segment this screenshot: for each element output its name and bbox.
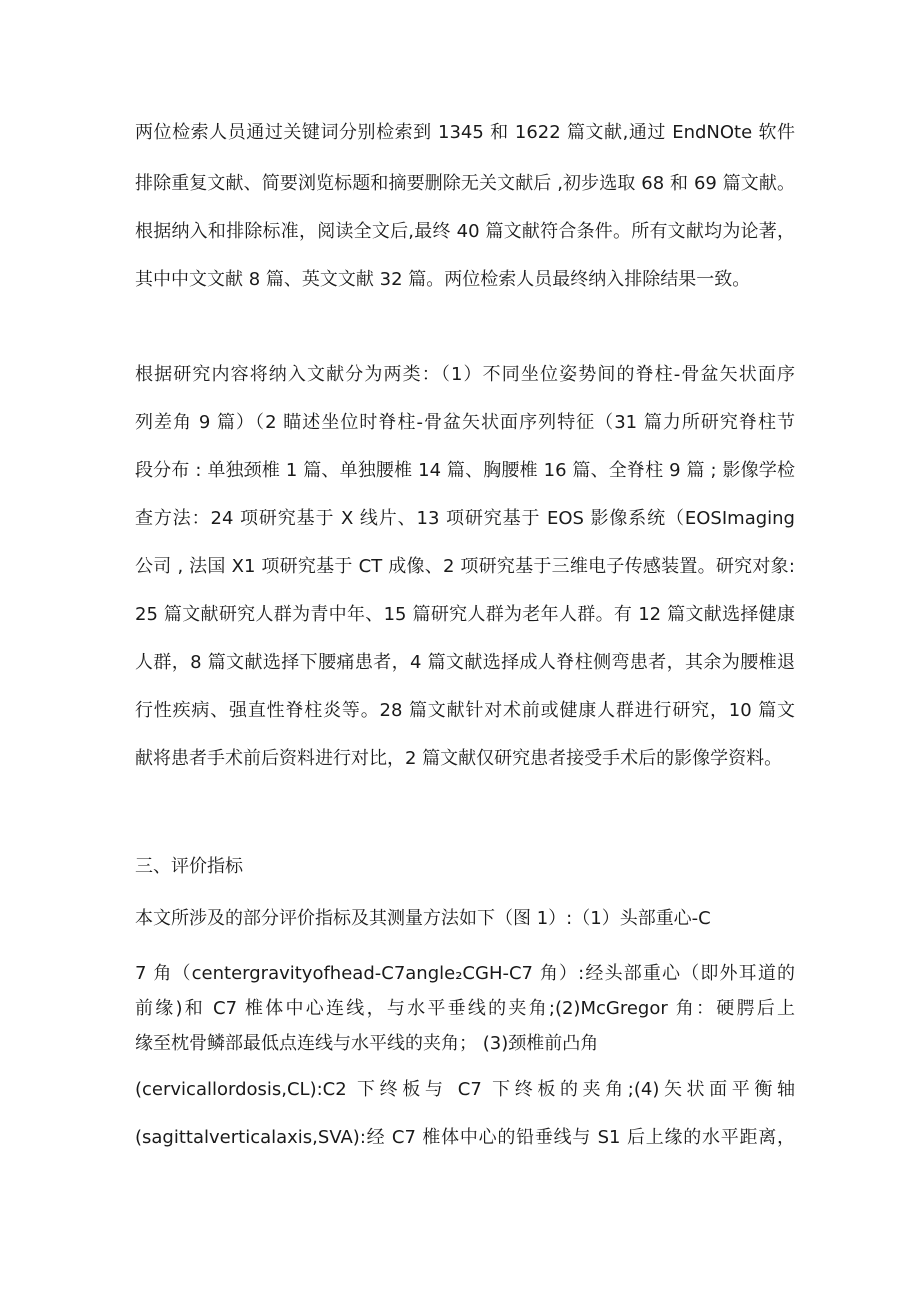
paragraph-2-line-6: 25 篇文献研究人群为青中年、15 篇研究人群为老年人群。有 12 篇文献选择健康: [135, 604, 795, 625]
paragraph-2-line-2: 列差角 9 篇）（2 瞄述坐位时脊柱-骨盆矢状面序列特征（31 篇力所研究脊柱节: [135, 412, 795, 433]
paragraph-3-line-4: 缘至枕骨鳞部最低点连线与水平线的夹角； (3)颈椎前凸角: [135, 1033, 599, 1054]
paragraph-3-line-2: 7 角（centergravityofhead-C7angle₂CGH-C7 角）:经头部重心（即外耳道的: [135, 963, 795, 984]
paragraph-2-line-5: 公司 , 法国 X1 项研究基于 CT 成像、2 项研究基于三维电子传感装置。研究对象:: [135, 556, 795, 577]
paragraph-2-line-7: 人群，8 篇文献选择下腰痛患者，4 篇文献选择成人脊柱侧弯患者，其余为腰椎退: [135, 652, 795, 673]
paragraph-3-line-1: 本文所涉及的部分评价指标及其测量方法如下（图 1）:（1）头部重心-C: [135, 908, 711, 929]
paragraph-2-line-1: 根据研究内容将纳入文献分为两类：（1）不同坐位姿势间的脊柱-骨盆矢状面序: [135, 364, 795, 385]
paragraph-1-line-4: 其中中文文献 8 篇、英文文献 32 篇。两位检索人员最终纳入排除结果一致。: [135, 269, 751, 290]
paragraph-2-line-3: 段分布 : 单独颈椎 1 篇、单独腰椎 14 篇、胸腰椎 16 篇、全脊柱 9 篇 ; 影像学检: [135, 460, 795, 481]
section-heading: 三、评价指标: [135, 856, 243, 877]
paragraph-1-line-3: 根据纳入和排除标准，阅读全文后,最终 40 篇文献符合条件。所有文献均为论著，: [135, 221, 795, 242]
paragraph-3-line-5: (cervicallordosis,CL):C2 下终板与 C7 下终板的夹角;(4)矢状面平衡轴: [135, 1079, 795, 1100]
paragraph-2-line-4: 查方法：24 项研究基于 X 线片、13 项研究基于 EOS 影像系统（EOSImaging: [135, 508, 795, 529]
paragraph-3-line-6: (sagittalverticalaxis,SVA):经 C7 椎体中心的铅垂线与 S1 后上缘的水平距离，: [135, 1127, 795, 1148]
paragraph-1-line-1: 两位检索人员通过关键词分别检索到 1345 和 1622 篇文献,通过 EndNOte 软件: [135, 122, 795, 143]
paragraph-1-line-2: 排除重复文献、简要浏览标题和摘要删除无关文献后 ,初步选取 68 和 69 篇文献。: [135, 173, 795, 194]
paragraph-2-line-9: 献将患者手术前后资料进行对比，2 篇文献仅研究患者接受手术后的影像学资料。: [135, 748, 783, 769]
paragraph-2-line-8: 行性疾病、强直性脊柱炎等。28 篇文献针对术前或健康人群进行研究，10 篇文: [135, 700, 795, 721]
paragraph-3-line-3: 前缘)和 C7 椎体中心连线，与水平垂线的夹角;(2)McGregor 角：硬腭后上: [135, 998, 795, 1019]
